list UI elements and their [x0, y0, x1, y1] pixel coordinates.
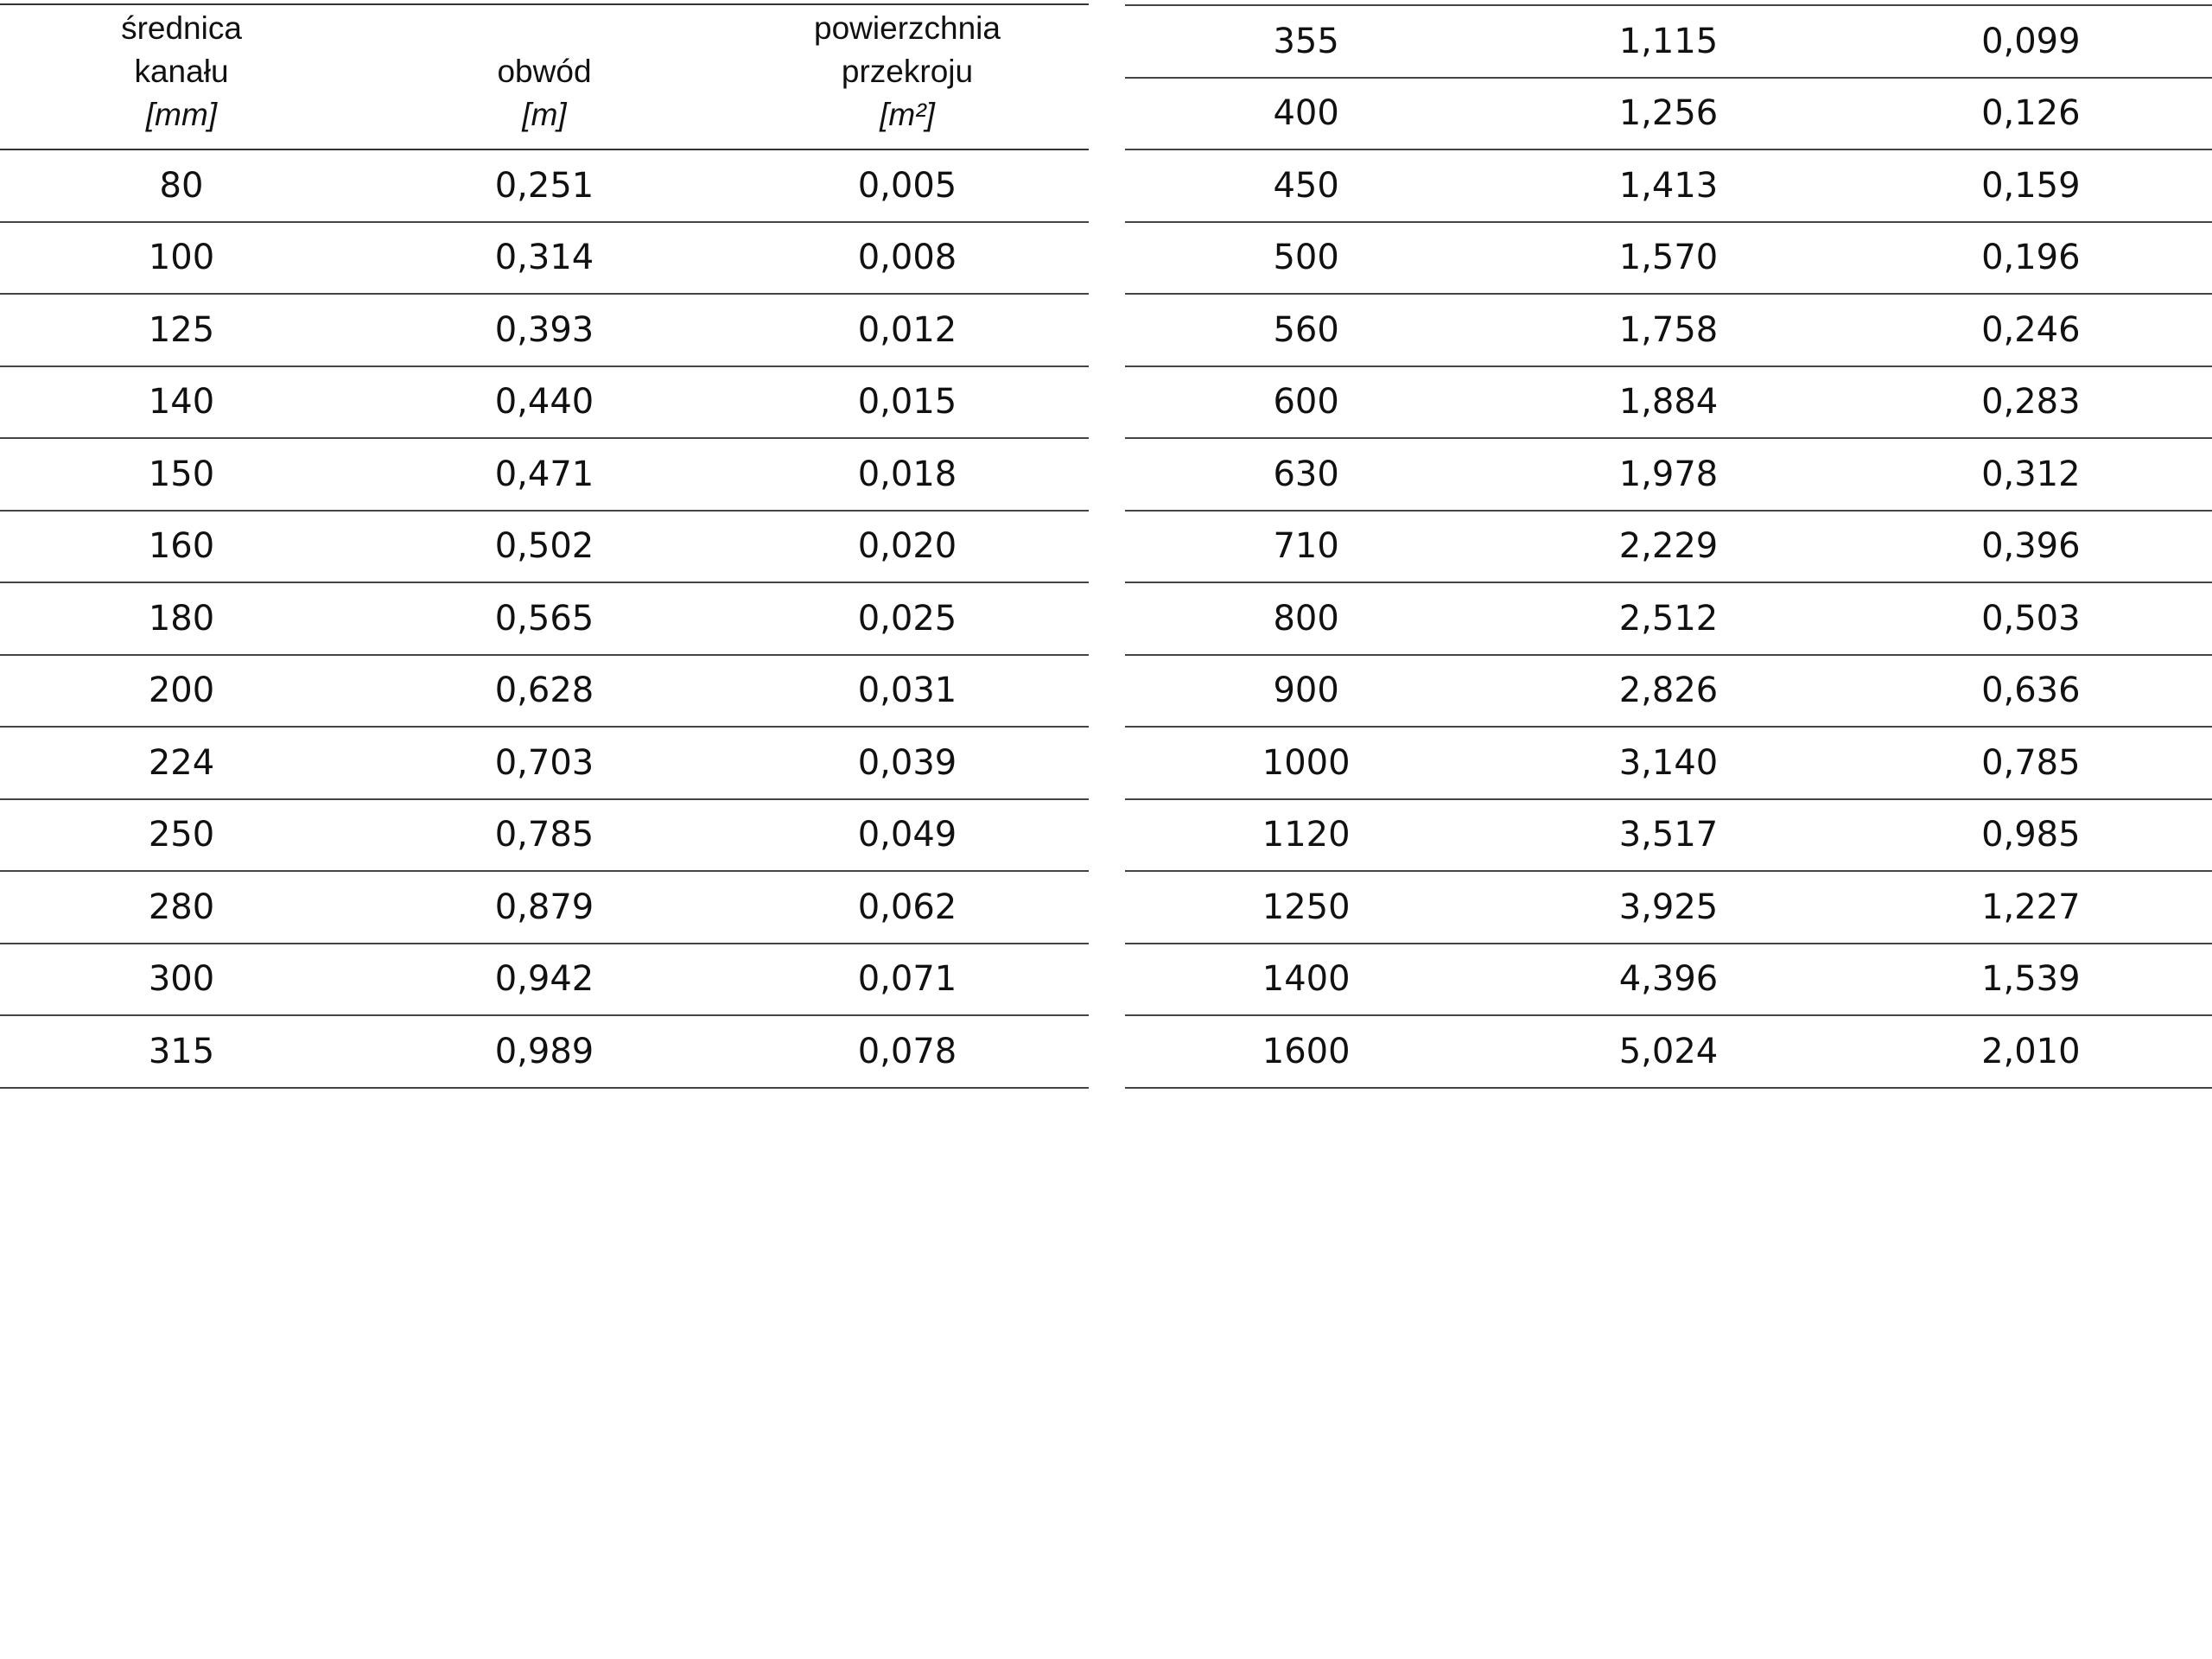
cell-area: 0,283 [1981, 382, 2081, 423]
cell-circumference: 1,256 [1618, 93, 1719, 134]
cell-circumference: 4,396 [1618, 959, 1719, 1000]
cell-diameter: 450 [1273, 165, 1339, 206]
cell-circumference: 1,413 [1618, 165, 1719, 206]
table-row [1125, 656, 2212, 728]
cell-area: 1,539 [1981, 959, 2081, 1000]
table-row [0, 656, 1089, 728]
table-row [1125, 800, 2212, 873]
right-table [1125, 0, 2212, 1089]
header-area-line1: powierzchnia [814, 10, 1001, 46]
cell-area: 0,049 [857, 815, 957, 855]
cell-circumference: 1,978 [1618, 454, 1719, 494]
cell-diameter: 80 [159, 165, 204, 206]
cell-diameter: 160 [148, 526, 215, 567]
cell-diameter: 300 [148, 959, 215, 1000]
cell-diameter: 1000 [1262, 742, 1351, 783]
table-row [0, 944, 1089, 1017]
left-table [0, 0, 1089, 1089]
table-row [0, 1016, 1089, 1089]
cell-diameter: 1250 [1262, 887, 1351, 927]
cell-area: 0,020 [857, 526, 957, 567]
cell-circumference: 2,512 [1618, 598, 1719, 639]
cell-diameter: 630 [1273, 454, 1339, 494]
table-row [0, 583, 1089, 656]
cell-area: 0,785 [1981, 742, 2081, 783]
header-diameter [0, 5, 363, 149]
header-circumference-line1: obwód [497, 54, 592, 89]
cell-diameter: 200 [148, 671, 215, 711]
cell-diameter: 500 [1273, 238, 1339, 278]
cell-circumference: 0,989 [494, 1031, 594, 1071]
cell-diameter: 600 [1273, 382, 1339, 423]
cell-area: 0,031 [857, 671, 957, 711]
cell-circumference: 0,703 [494, 742, 594, 783]
header-area-line2: przekroju [841, 54, 974, 89]
cell-circumference: 0,628 [494, 671, 594, 711]
table-row [0, 295, 1089, 367]
cell-circumference: 0,565 [494, 598, 594, 639]
cell-area: 0,196 [1981, 238, 2081, 278]
cell-circumference: 1,570 [1618, 238, 1719, 278]
cell-circumference: 0,502 [494, 526, 594, 567]
cell-area: 0,012 [857, 309, 957, 350]
cell-diameter: 800 [1273, 598, 1339, 639]
cell-area: 0,985 [1981, 815, 2081, 855]
cell-diameter: 1400 [1262, 959, 1351, 1000]
cell-area: 0,062 [857, 887, 957, 927]
header-circumference [363, 5, 726, 149]
table-row [0, 223, 1089, 296]
table-row [1125, 367, 2212, 440]
table-row [1125, 6, 2212, 79]
table-row [1125, 295, 2212, 367]
cell-diameter: 180 [148, 598, 215, 639]
cell-circumference: 0,942 [494, 959, 594, 1000]
cell-area: 0,246 [1981, 309, 2081, 350]
cell-circumference: 0,785 [494, 815, 594, 855]
cell-area: 1,227 [1981, 887, 2081, 927]
cell-area: 0,078 [857, 1031, 957, 1071]
cell-circumference: 0,314 [494, 238, 594, 278]
cell-diameter: 150 [148, 454, 215, 494]
cell-circumference: 0,251 [494, 165, 594, 206]
table-row [1125, 1016, 2212, 1089]
cell-circumference: 0,471 [494, 454, 594, 494]
cell-diameter: 900 [1273, 671, 1339, 711]
cell-circumference: 3,140 [1618, 742, 1719, 783]
cell-area: 0,005 [857, 165, 957, 206]
header-area-unit: [m²] [880, 97, 935, 132]
header-diameter-line1: średnica [121, 10, 242, 46]
cell-area: 0,071 [857, 959, 957, 1000]
table-row [1125, 872, 2212, 944]
cell-circumference: 3,517 [1618, 815, 1719, 855]
cell-diameter: 560 [1273, 309, 1339, 350]
cell-area: 0,126 [1981, 93, 2081, 134]
header-diameter-line2: kanału [134, 54, 229, 89]
cell-area: 0,312 [1981, 454, 2081, 494]
cell-circumference: 3,925 [1618, 887, 1719, 927]
cell-circumference: 2,229 [1618, 526, 1719, 567]
cell-diameter: 224 [148, 742, 215, 783]
cell-circumference: 5,024 [1618, 1031, 1719, 1071]
cell-circumference: 1,758 [1618, 309, 1719, 350]
cell-area: 0,396 [1981, 526, 2081, 567]
cell-area: 0,025 [857, 598, 957, 639]
cell-diameter: 1600 [1262, 1031, 1351, 1071]
header-circumference-unit: [m] [522, 97, 567, 132]
cell-circumference: 0,879 [494, 887, 594, 927]
cell-area: 0,159 [1981, 165, 2081, 206]
table-row [1125, 223, 2212, 296]
table-row [0, 150, 1089, 223]
cell-area: 0,503 [1981, 598, 2081, 639]
table-row [0, 512, 1089, 584]
cell-area: 0,636 [1981, 671, 2081, 711]
table-row [1125, 512, 2212, 584]
cell-diameter: 1120 [1262, 815, 1351, 855]
cell-area: 2,010 [1981, 1031, 2081, 1071]
cell-circumference: 0,440 [494, 382, 594, 423]
table-row [0, 367, 1089, 440]
table-row [1125, 79, 2212, 151]
cell-diameter: 140 [148, 382, 215, 423]
cell-diameter: 280 [148, 887, 215, 927]
table-row [1125, 439, 2212, 512]
cell-area: 0,015 [857, 382, 957, 423]
cell-diameter: 400 [1273, 93, 1339, 134]
cell-circumference: 1,884 [1618, 382, 1719, 423]
cell-circumference: 0,393 [494, 309, 594, 350]
header-diameter-unit: [mm] [145, 97, 218, 132]
cell-circumference: 2,826 [1618, 671, 1719, 711]
table-row [1125, 583, 2212, 656]
cell-diameter: 355 [1273, 21, 1339, 61]
cell-circumference: 1,115 [1618, 21, 1719, 61]
cell-area: 0,018 [857, 454, 957, 494]
cell-diameter: 710 [1273, 526, 1339, 567]
cell-area: 0,008 [857, 238, 957, 278]
table-row [1125, 150, 2212, 223]
cell-diameter: 125 [148, 309, 215, 350]
cell-area: 0,039 [857, 742, 957, 783]
cell-diameter: 100 [148, 238, 215, 278]
cell-area: 0,099 [1981, 21, 2081, 61]
table-row [0, 872, 1089, 944]
table-header [0, 3, 1089, 150]
table-row [1125, 728, 2212, 800]
table-row [0, 439, 1089, 512]
right-table-body [1125, 4, 2212, 1089]
table-row [1125, 944, 2212, 1017]
table-row [0, 800, 1089, 873]
header-area [726, 5, 1089, 149]
cell-diameter: 315 [148, 1031, 215, 1071]
cell-diameter: 250 [148, 815, 215, 855]
left-table-body [0, 150, 1089, 1089]
table-row [0, 728, 1089, 800]
